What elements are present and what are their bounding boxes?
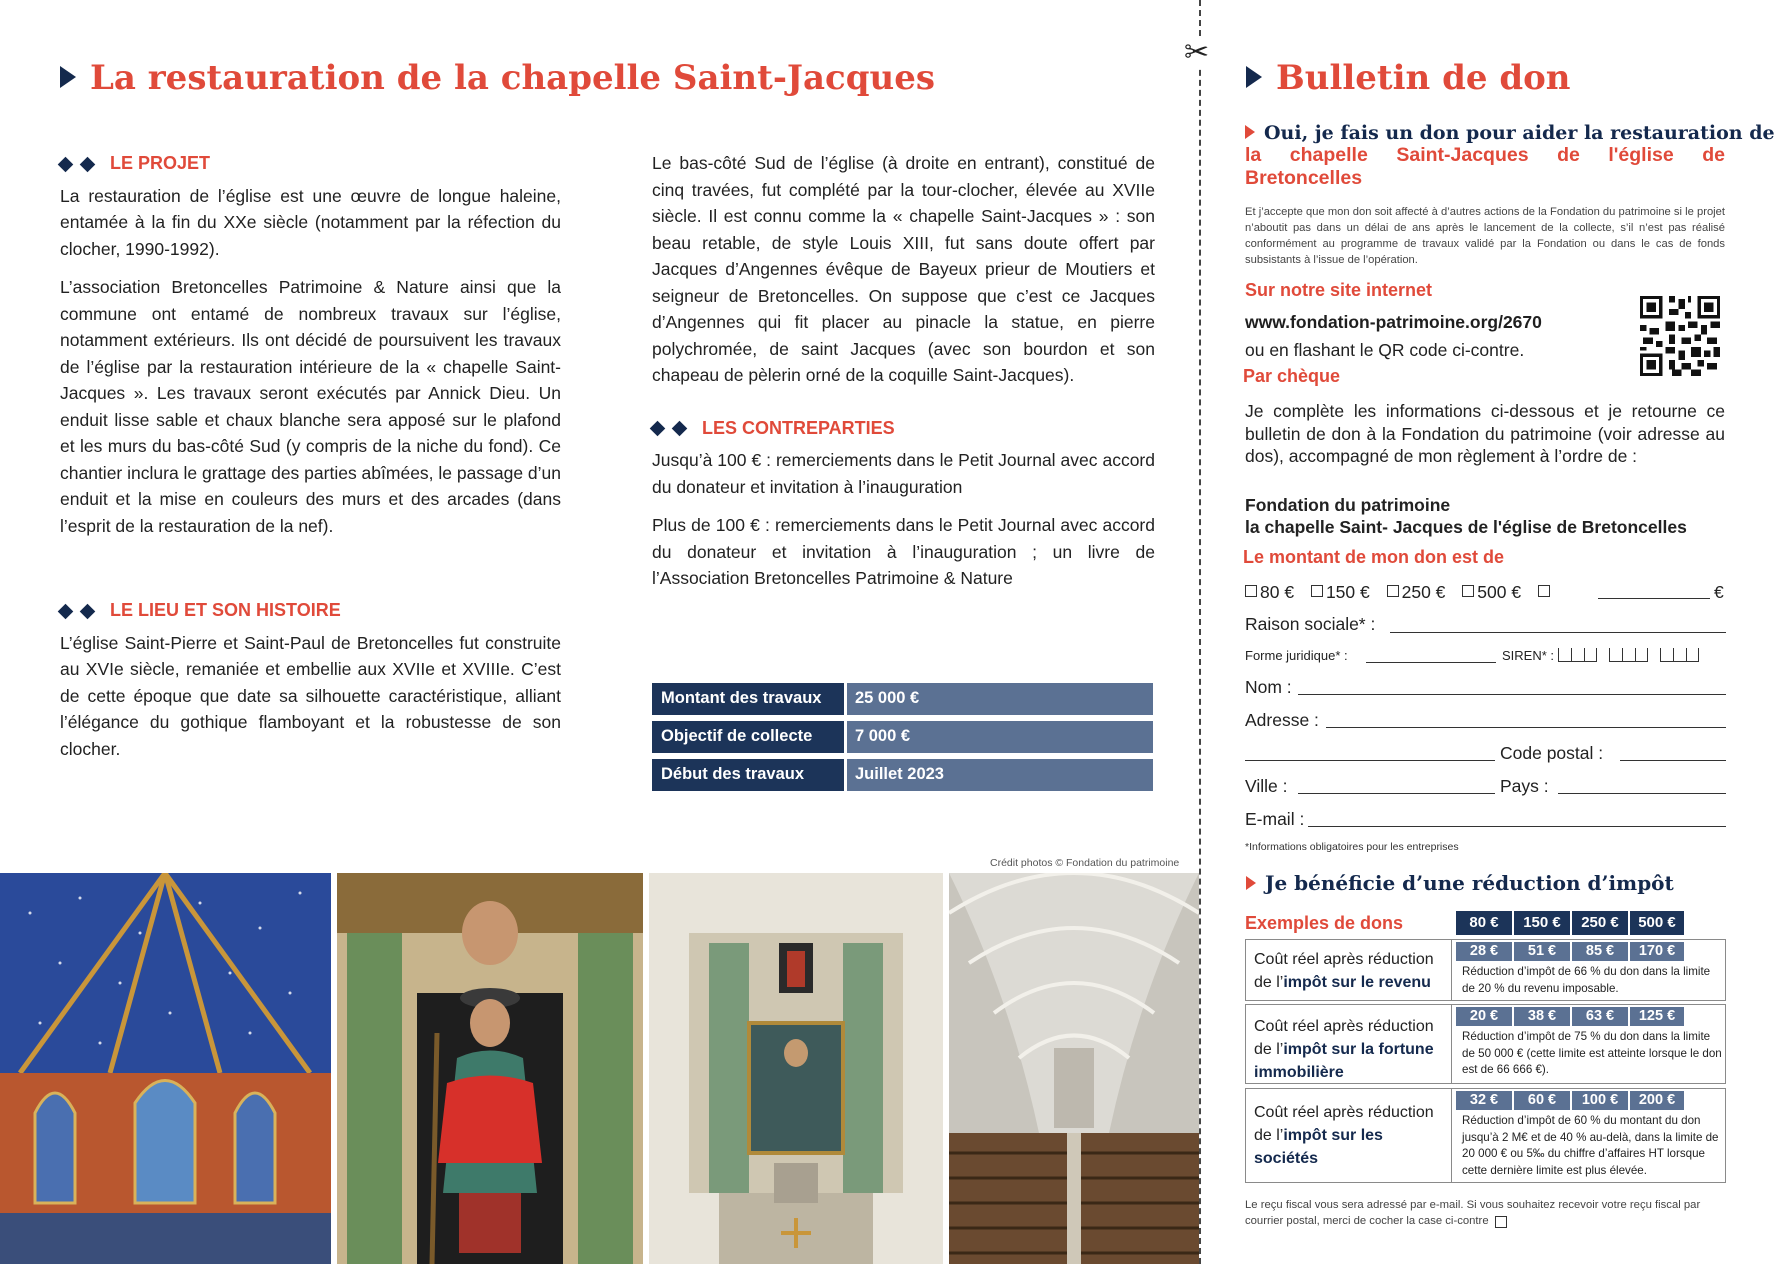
triangle-bullet-icon xyxy=(60,66,76,88)
section-heading-projet: LE PROJET xyxy=(60,150,561,177)
checkbox-icon[interactable] xyxy=(1387,585,1399,597)
raison-sociale-label: Raison sociale* : xyxy=(1245,614,1376,634)
amount-options xyxy=(1245,582,1725,603)
photo-statue xyxy=(337,873,643,1264)
photo-retable xyxy=(649,873,943,1264)
lieu-paragraph: L’église Saint-Pierre et Saint-Paul de Bretoncelles fut construite au XVIe siècle, remaniée et embellie aux XVIIe et XVIIIe. C’est de cette époque que date sa silhouette caractéristique, alliant l’élégance du gothique flamboyant et la robustesse de son clocher. xyxy=(60,632,561,759)
checkbox-icon[interactable] xyxy=(1462,585,1474,597)
reduction-row-revenu: Coût réel après réduction de l’impôt sur le revenu 28 € 51 € 85 € 170 € Réduction d’impôt de 66 % du don dans la limite de 20 % du revenu imposable. xyxy=(1245,939,1726,1001)
reduction-heading: Je bénéficie d’une réduction d’impôt xyxy=(1246,871,1674,895)
reduction-row-ifi: Coût réel après réduction de l’impôt sur la fortune immobilière 20 € 38 € 63 € 125 € Réduction d’impôt de 75 % du don dans la limite de 50 000 € (cette limite est atteinte lorsque le don est de 66 666 €). xyxy=(1245,1004,1726,1084)
adresse-label: Adresse : xyxy=(1245,710,1319,730)
adresse-line-2-input[interactable] xyxy=(1245,760,1495,761)
siren-label: SIREN* : xyxy=(1502,648,1555,663)
photo-credit: Crédit photos © Fondation du patrimoine xyxy=(990,857,1180,869)
euro-sign: € xyxy=(1714,582,1724,602)
ville-label: Ville : xyxy=(1245,776,1288,796)
amount-other-line[interactable] xyxy=(1598,598,1710,599)
exemples-heading: Exemples de dons xyxy=(1245,913,1404,933)
projet-paragraph-2: L’association Bretoncelles Patrimoine & Nature ainsi que la commune ont entamé de nombreux travaux sur l’église, notamment extérieurs. Ils ont décidé de poursuivent les travaux de l’église par la restauration intérieure de la « chapelle Saint-Jacques ». Les travaux seront exécutés par Annick Dieu. Un enduit lisse sable et chaux blanche sera apposé sur le plafond et les murs du bas-côté Sud (y compris de la niche du fond). Ce chantier inclura le grattage des parties abîmées, le passage d’un enduit et la mise en couleurs des murs et des arcades (dans l’esprit de la restauration de la nef). xyxy=(60,277,561,536)
email-label: E-mail : xyxy=(1245,809,1305,829)
recu-fiscal-note: Le reçu fiscal vous sera adressé par e-mail. Si vous souhaitez recevoir votre reçu fiscal par courrier postal, merci de cocher la case ci-contre xyxy=(1245,1199,1701,1227)
diamond-bullets-icon xyxy=(652,415,696,442)
photo-nave xyxy=(949,873,1199,1264)
site-url[interactable]: www.fondation-patrimoine.org/2670 xyxy=(1245,312,1542,332)
checkbox-icon[interactable] xyxy=(1311,585,1323,597)
photo-vault xyxy=(0,873,331,1264)
adresse-input[interactable] xyxy=(1326,727,1726,728)
triangle-bullet-icon xyxy=(1246,876,1256,890)
cheque-text: Je complète les informations ci-dessous et je retourne ce bulletin de don à la Fondation du patrimoine (voir adresse au dos), accompagné de mon règlement à l’ordre de : xyxy=(1245,401,1725,466)
contreparties-paragraph-2: Plus de 100 € : remerciements dans le Petit Journal avec accord du donateur et invitation à l’inauguration ; un livre de l’Association Bretoncelles Patrimoine & Nature xyxy=(652,515,1155,588)
diamond-bullets-icon xyxy=(60,597,104,624)
page-title: La restauration de la chapelle Saint-Jacques xyxy=(60,58,935,98)
chapelle-paragraph: Le bas-côté Sud de l’église (à droite en entrant), constitué de cinq travées, fut complété par la tour-clocher, élevée au XVIIe siècle. Il est connu comme la « chapelle Saint-Jacques » : son beau retable, de style Louis XIII, fut sans doute offert par Jacques d’Angennes évêque de Bayeux prieur de Moutiers et seigneur de Bretoncelles. On suppose que c’est ce Jacques d’Angennes qui fit placer au pinacle la statue, en pierre polychromée, de saint Jacques (avec son bourdon et son chapeau de pèlerin orné de la coquille Saint-Jacques). xyxy=(652,153,1155,385)
section-heading-contreparties: LES CONTREPARTIES xyxy=(652,415,1155,442)
mandatory-note: *Informations obligatoires pour les entreprises xyxy=(1245,841,1459,853)
triangle-bullet-icon xyxy=(1245,125,1255,139)
siren-input[interactable] xyxy=(1558,648,1699,662)
scissors-icon: ✂ xyxy=(1184,36,1210,69)
diamond-bullets-icon xyxy=(60,150,104,177)
facts-row: Montant des travaux 25 000 € xyxy=(652,683,1153,715)
don-amounts-header: 80 € 150 € 250 € 500 € xyxy=(1456,911,1684,935)
reduction-row-societes: Coût réel après réduction de l’impôt sur les sociétés 32 € 60 € 100 € 200 € Réduction d’impôt de 60 % du montant du don jusqu’à 2 M€ et de 40 % au-delà, dans la limite de 20 000 € ou 5‰ du chiffre d’affaires HT lorsque cette dernière limite est plus élevée. xyxy=(1245,1088,1726,1183)
site-qr-text: ou en flashant le QR code ci-contre. xyxy=(1245,340,1525,360)
code-postal-input[interactable] xyxy=(1620,760,1726,761)
amount-option-80[interactable]: 80 € xyxy=(1245,582,1294,602)
amount-option-other[interactable] xyxy=(1538,582,1553,602)
column-left xyxy=(60,150,561,774)
photo-strip xyxy=(0,873,1199,1264)
ordre-line-1: Fondation du patrimoine xyxy=(1245,495,1451,515)
amount-option-250[interactable]: 250 € xyxy=(1387,582,1446,602)
pays-input[interactable] xyxy=(1558,793,1726,794)
checkbox-icon[interactable] xyxy=(1538,585,1550,597)
acceptance-text: Et j’accepte que mon don soit affecté à d’autres actions de la Fondation du patrimoine si le projet n’aboutit pas dans un délai de ans après le lancement de la collecte, s’il n’est pas réalisé conformément au programme de travaux validé par la Fondation ou dans le cas de fonds subsistants à l’issue de l’opération. xyxy=(1245,206,1725,266)
oui-line-2: la chapelle Saint-Jacques de l'église de Bretoncelles xyxy=(1245,144,1725,189)
amount-option-150[interactable]: 150 € xyxy=(1311,582,1370,602)
facts-row: Objectif de collecte 7 000 € xyxy=(652,721,1153,753)
ville-input[interactable] xyxy=(1298,793,1495,794)
forme-juridique-input[interactable] xyxy=(1366,662,1496,663)
oui-line-1: Oui, je fais un don pour aider la restauration de xyxy=(1245,122,1725,144)
projet-paragraph-1: La restauration de l’église est une œuvre de longue haleine, entamée à la fin du XXe siècle (notamment par la réfection du clocher, 1990-1992). xyxy=(60,185,561,259)
contreparties-paragraph-1: Jusqu’à 100 € : remerciements dans le Petit Journal avec accord du donateur et invitation à l’inauguration xyxy=(652,450,1155,497)
section-heading-lieu: LE LIEU ET SON HISTOIRE xyxy=(60,597,561,624)
nom-label: Nom : xyxy=(1245,677,1292,697)
triangle-bullet-icon xyxy=(1246,66,1262,88)
forme-juridique-label: Forme juridique* : xyxy=(1245,648,1348,663)
facts-row: Début des travaux Juillet 2023 xyxy=(652,759,1153,791)
raison-sociale-input[interactable] xyxy=(1390,632,1726,633)
pays-label: Pays : xyxy=(1500,776,1549,796)
column-middle xyxy=(652,150,1155,604)
site-heading: Sur notre site internet xyxy=(1245,280,1433,300)
ordre-line-2: la chapelle Saint- Jacques de l'église de Bretoncelles xyxy=(1245,517,1687,537)
nom-input[interactable] xyxy=(1298,694,1726,695)
cheque-heading: Par chèque xyxy=(1243,366,1341,386)
cut-line xyxy=(1199,0,1201,1264)
facts-table xyxy=(652,683,1153,797)
bulletin-title: Bulletin de don xyxy=(1246,58,1571,98)
qr-code-icon[interactable] xyxy=(1640,296,1720,376)
montant-heading: Le montant de mon don est de xyxy=(1243,547,1505,567)
amount-option-500[interactable]: 500 € xyxy=(1462,582,1521,602)
code-postal-label: Code postal : xyxy=(1500,743,1604,763)
recu-checkbox-icon[interactable] xyxy=(1495,1216,1507,1228)
oui-statement xyxy=(1245,122,1775,190)
email-input[interactable] xyxy=(1308,826,1726,827)
checkbox-icon[interactable] xyxy=(1245,585,1257,597)
